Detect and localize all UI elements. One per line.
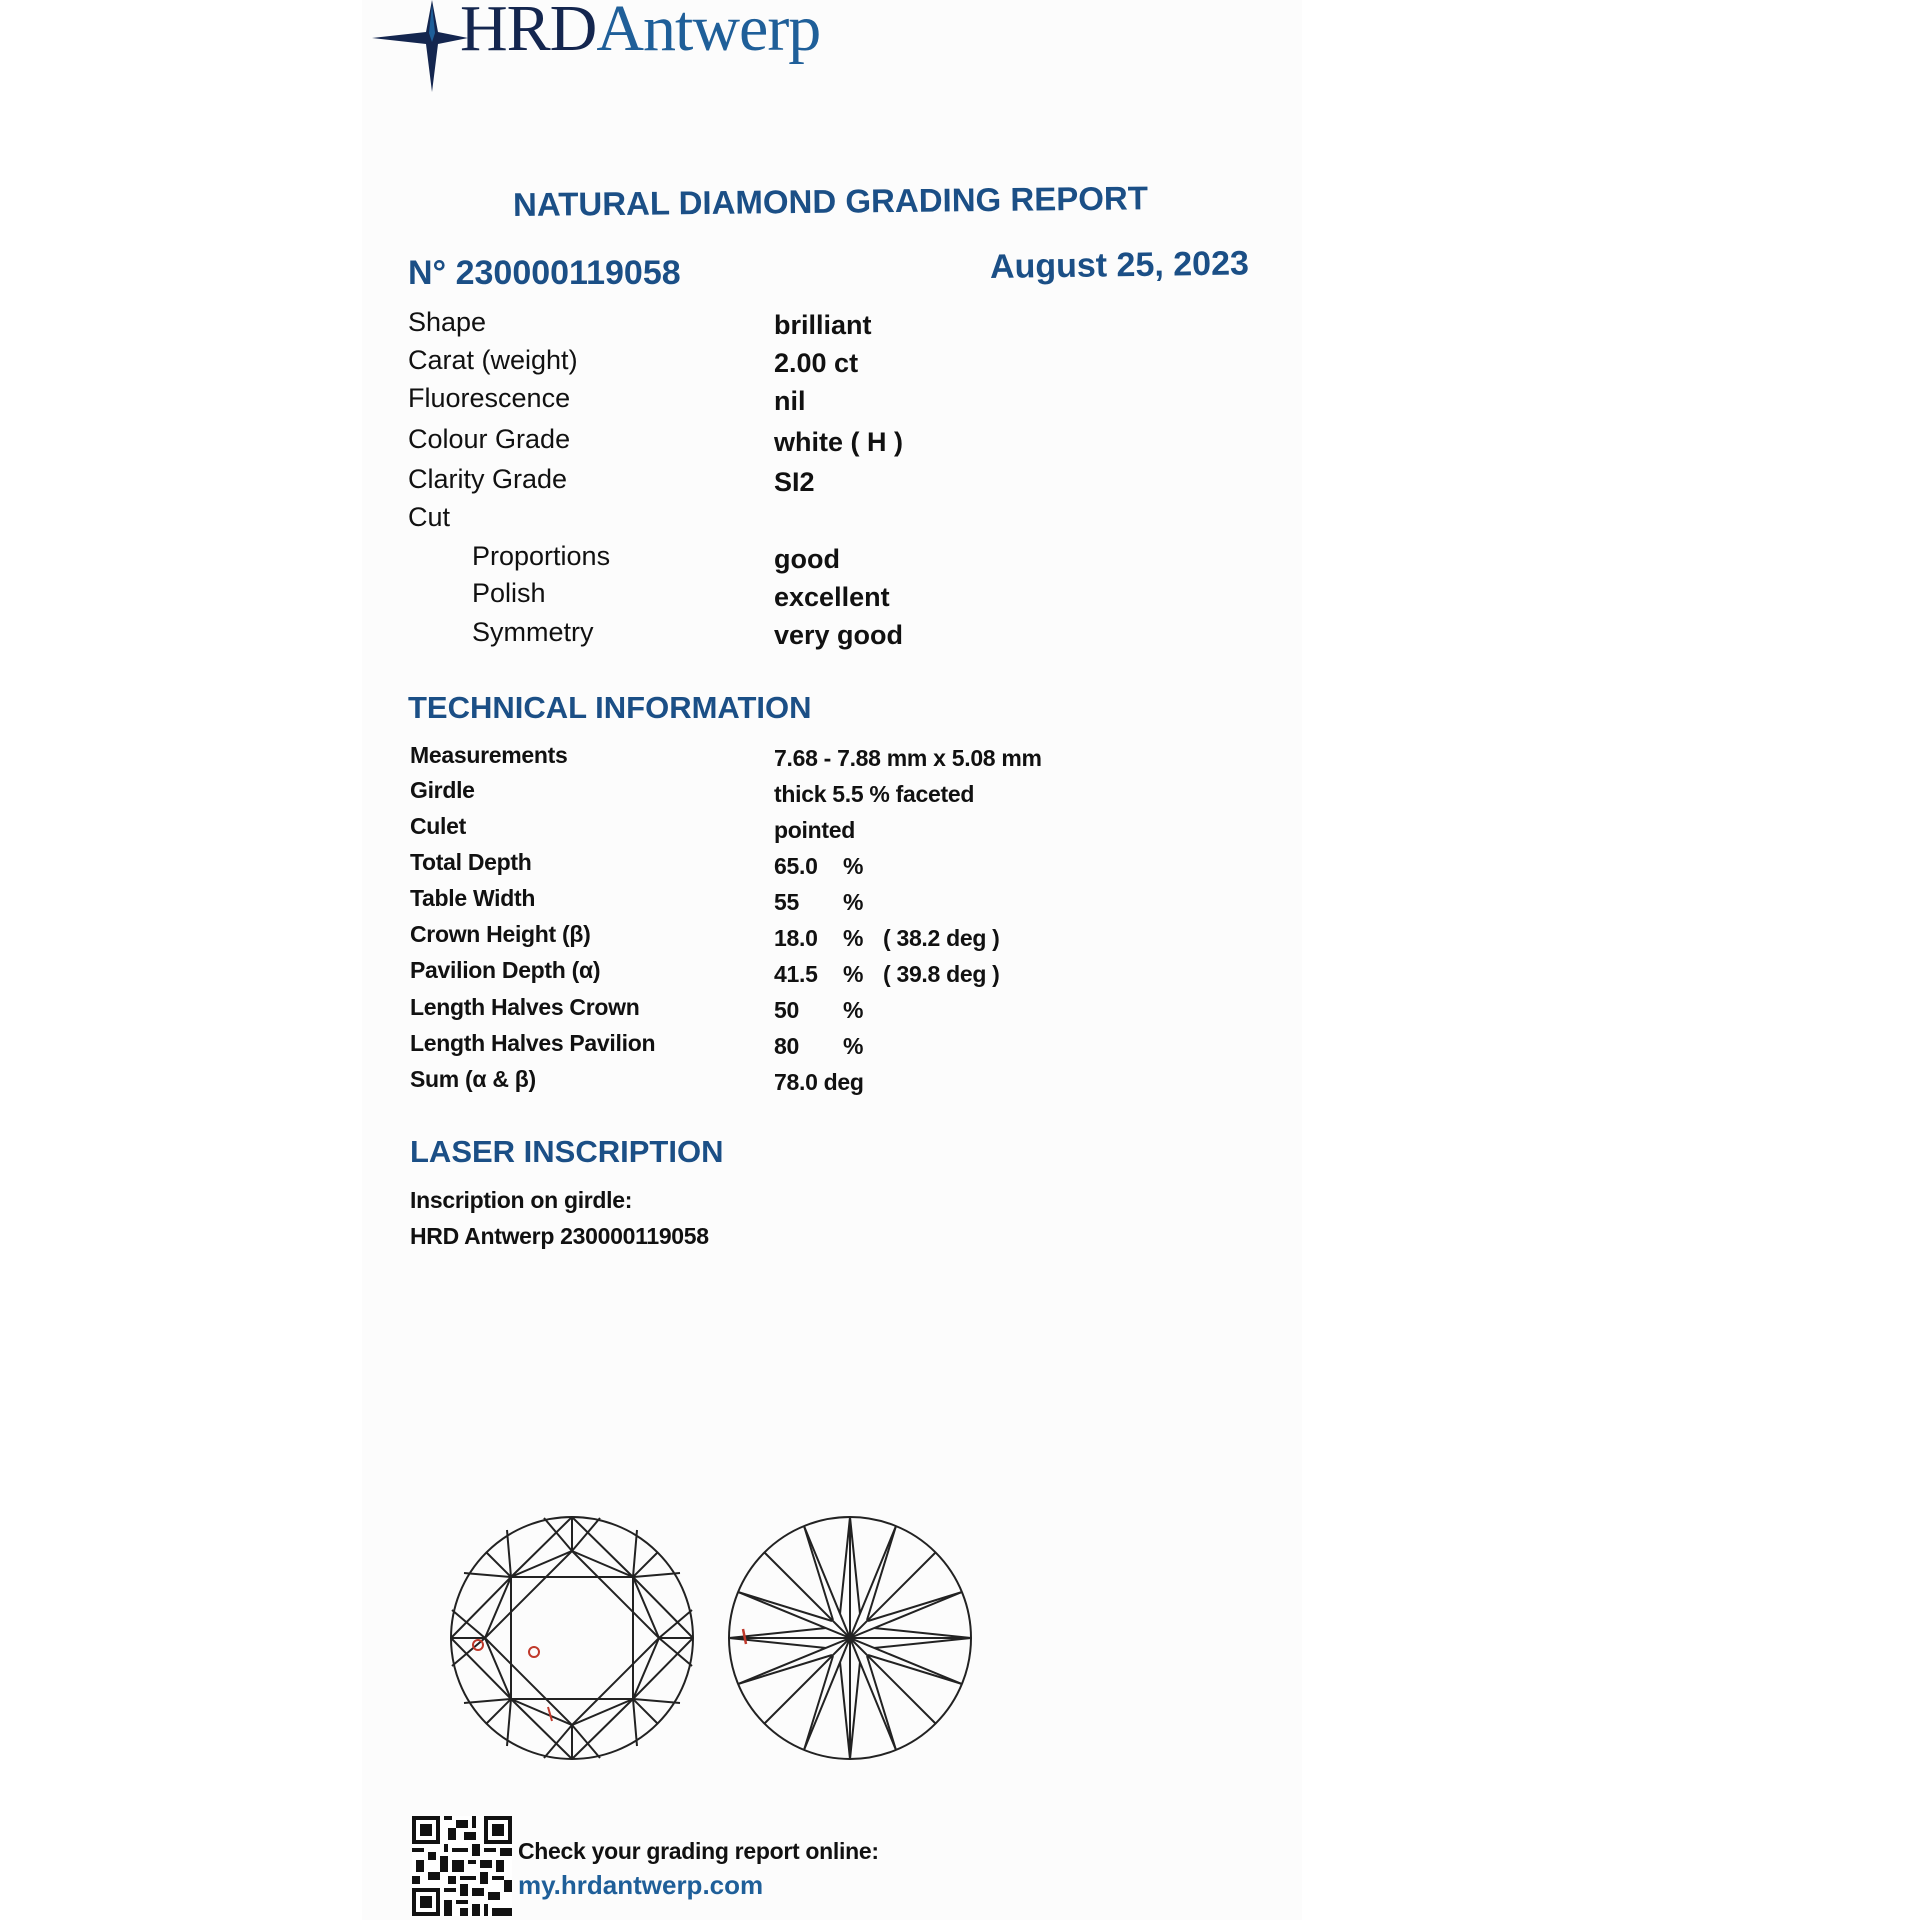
table-width-unit: % xyxy=(843,889,864,915)
table-width-value: 55 xyxy=(774,889,799,915)
lh-pavilion-label: Length Halves Pavilion xyxy=(410,1030,656,1056)
inscription-value: HRD Antwerp 230000119058 xyxy=(410,1223,709,1249)
polish-label: Polish xyxy=(472,578,546,608)
carat-label: Carat (weight) xyxy=(408,345,578,375)
total-depth-label: Total Depth xyxy=(410,849,532,875)
inclusion-mark-4 xyxy=(743,1629,746,1644)
laser-heading: LASER INSCRIPTION xyxy=(410,1134,724,1169)
pavilion-facet-diagram xyxy=(722,1510,978,1766)
sum-label: Sum (α & β) xyxy=(410,1066,536,1092)
girdle-label: Girdle xyxy=(410,777,475,803)
fluorescence-value: nil xyxy=(774,386,806,416)
shape-label: Shape xyxy=(408,307,487,337)
online-check-label: Check your grading report online: xyxy=(518,1838,879,1864)
sum-value: 78.0 deg xyxy=(774,1069,864,1095)
inclusion-mark-2 xyxy=(529,1647,539,1657)
total-depth-value: 65.0 xyxy=(774,853,818,879)
girdle-value: thick 5.5 % faceted xyxy=(774,781,975,807)
symmetry-label: Symmetry xyxy=(472,617,594,647)
measurements-label: Measurements xyxy=(410,742,568,768)
clarity-label: Clarity Grade xyxy=(408,464,568,494)
crown-facet-diagram xyxy=(444,1510,700,1766)
colour-label: Colour Grade xyxy=(408,424,571,454)
crown-height-label: Crown Height (β) xyxy=(410,921,591,947)
report-date: August 25, 2023 xyxy=(989,244,1250,286)
online-url-link[interactable]: my.hrdantwerp.com xyxy=(518,1870,764,1900)
clarity-value: SI2 xyxy=(774,467,815,497)
inscription-label: Inscription on girdle: xyxy=(410,1187,633,1213)
lh-crown-value: 50 xyxy=(774,997,799,1023)
proportions-label: Proportions xyxy=(472,541,611,571)
logo-text-antwerp: Antwerp xyxy=(596,0,821,65)
qr-code-icon[interactable] xyxy=(412,1816,512,1916)
crown-height-angle: ( 38.2 deg ) xyxy=(883,925,1000,951)
symmetry-value: very good xyxy=(774,620,904,650)
table-width-label: Table Width xyxy=(410,885,536,911)
four-point-star-icon xyxy=(372,0,472,96)
pavilion-depth-angle: ( 39.8 deg ) xyxy=(883,961,1000,987)
proportions-value: good xyxy=(774,544,840,574)
lh-crown-label: Length Halves Crown xyxy=(410,994,640,1020)
pavilion-depth-value: 41.5 xyxy=(774,961,818,987)
culet-value: pointed xyxy=(774,817,855,843)
report-number: N° 230000119058 xyxy=(408,254,681,292)
measurements-value: 7.68 - 7.88 mm x 5.08 mm xyxy=(774,745,1042,771)
cut-label: Cut xyxy=(408,502,451,532)
crown-height-unit: % xyxy=(843,925,864,951)
lh-pavilion-value: 80 xyxy=(774,1033,799,1059)
fluorescence-label: Fluorescence xyxy=(408,383,571,413)
carat-value: 2.00 ct xyxy=(774,348,859,378)
polish-value: excellent xyxy=(774,582,890,612)
pavilion-depth-unit: % xyxy=(843,961,864,987)
report-title: NATURAL DIAMOND GRADING REPORT xyxy=(512,179,1149,223)
colour-value: white ( H ) xyxy=(774,427,903,457)
pavilion-depth-label: Pavilion Depth (α) xyxy=(410,957,601,983)
technical-heading: TECHNICAL INFORMATION xyxy=(408,690,812,725)
culet-label: Culet xyxy=(410,813,467,839)
brand-logo xyxy=(460,0,821,65)
lh-crown-unit: % xyxy=(843,997,864,1023)
crown-height-value: 18.0 xyxy=(774,925,818,951)
total-depth-unit: % xyxy=(843,853,864,879)
logo-text-hrd: HRD xyxy=(460,0,597,65)
lh-pavilion-unit: % xyxy=(843,1033,864,1059)
shape-value: brilliant xyxy=(774,310,872,340)
